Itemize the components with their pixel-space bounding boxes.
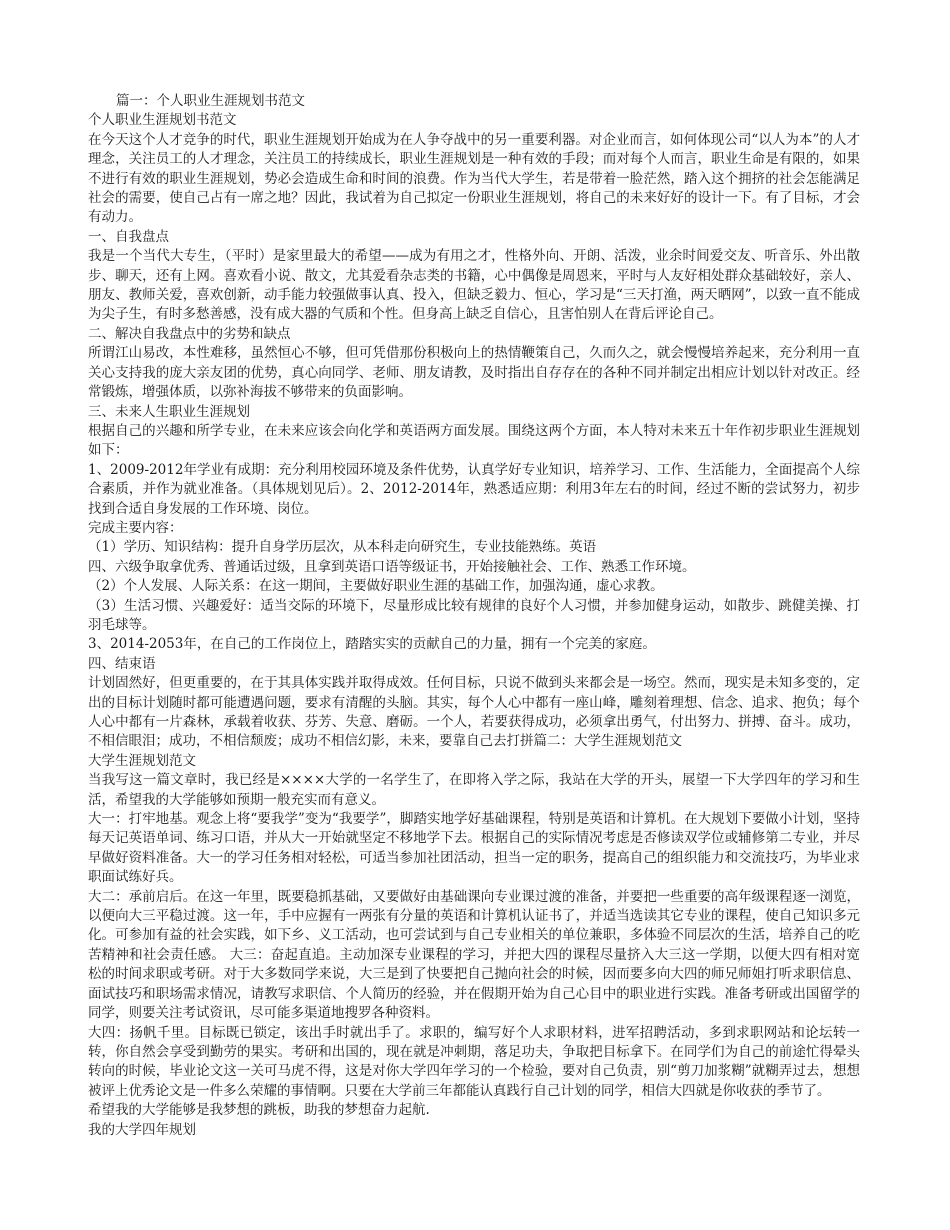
paragraph-year-2-3: 大二：承前启后。在这一年里，既要稳抓基础，又要做好由基础课向专业课过渡的准备，并要把一些重要的高年级课程逐一浏览，以便向大三平稳过渡。这一年，手中应握有一两张有分量的英语和计算机认证书了，并适当选读其它专业的课程，使自己知识多元化。可参加有益的社会实践，如下乡、义工活动，也可尝试到与自己专业相关的单位兼职，多体验不同层次的生活，培养自己的吃苦精神和社会责任感。 大三：奋起直追。主动加深专业课程的学习，并把大四的课程尽量挤入大三这一学期，以便大四有相对宽松的时间求职或考研。对于大多数同学来说，大三是到了快要把自己抛向社会的时候，因而要多向大四的师兄师姐打听求职信息、面试技巧和职场需求情况，请教写求职信、个人简历的经验，并在假期开始为自己心目中的职业进行实践。准备考研或出国留学的同学，则要关注考试资讯，尽可能多渠道地搜罗各种资料。 — [88, 888, 860, 1022]
heading-future-plan: 三、未来人生职业生涯规划 — [88, 403, 250, 420]
paragraph-intro-2: 当我写这一篇文章时，我已经是××××大学的一名学生了，在即将入学之际，我站在大学的开头，展望一下大学四年的学习和生活，希望我的大学能够如预期一般充实而有意义。 — [88, 772, 860, 808]
list-item-3: （3）生活习惯、兴趣爱好：适当交际的环境下，尽量形成比较有规律的良好个人习惯，并参加健身运动，如散步、跳健美操、打羽毛球等。 — [88, 597, 860, 633]
list-item-1: （1）学历、知识结构：提升自身学历层次，从本科走向研究生，专业技能熟练。英语 — [88, 539, 597, 556]
document-title: 篇一：个人职业生涯规划书范文 — [116, 93, 305, 109]
heading-conclusion: 四、结束语 — [88, 655, 156, 672]
document-body — [88, 92, 860, 1140]
section-title-2: 大学生涯规划范文 — [88, 752, 196, 769]
heading-weaknesses: 二、解决自我盘点中的劣势和缺点 — [88, 325, 291, 342]
paragraph-plan-periods: 1、2009-2012年学业有成期：充分利用校园环境及条件优势，认真学好专业知识，培养学习、工作、生活能力，全面提高个人综合素质，并作为就业准备。（具体规划见后）。2、2012-2014年，熟悉适应期：利用3年左右的时间，经过不断的尝试努力，初步找到合适自身发展的工作环境、岗位。 — [88, 461, 860, 517]
list-item-1-cont: 四、六级争取拿优秀、普通话过级，且拿到英语口语等级证书，开始接触社会、工作、熟悉工作环境。 — [88, 558, 696, 575]
heading-self-inventory: 一、自我盘点 — [88, 228, 169, 245]
paragraph-intro: 在今天这个人才竞争的时代，职业生涯规划开始成为在人争夺战中的另一重要利器。对企业而言，如何体现公司“以人为本”的人才理念，关注员工的人才理念，关注员工的持续成长，职业生涯规划是一种有效的手段；而对每个人而言，职业生命是有限的，如果不进行有效的职业生涯规划，势必会造成生命和时间的浪费。作为当代大学生，若是带着一脸茫然，踏入这个拥挤的社会怎能满足社会的需要，使自己占有一席之地？因此，我试着为自己拟定一份职业生涯规划，将自己的未来好好的设计一下。有了目标，才会有动力。 — [88, 131, 860, 226]
paragraph-future-plan: 根据自己的兴趣和所学专业，在未来应该会向化学和英语两方面发展。围绕这两个方面，本人特对未来五十年作初步职业生涯规划如下： — [88, 422, 860, 459]
paragraph-period-3: 3、2014-2053年，在自己的工作岗位上，踏踏实实的贡献自己的力量，拥有一个完美的家庭。 — [88, 636, 656, 653]
paragraph-year-1: 大一：打牢地基。观念上将“要我学”变为“我要学”，脚踏实地学好基础课程，特别是英语和计算机。在大规划下要做小计划，坚持每天记英语单词、练习口语，并从大一开始就坚定不移地学下去。根据自己的实际情况考虑是否修读双学位或辅修第二专业，并尽早做好资料准备。大一的学习任务相对轻松，可适当参加社团活动，担当一定的职务，提高自己的组织能力和交流技巧，为毕业求职面试练好兵。 — [88, 811, 860, 886]
paragraph-year-4: 大四：扬帆千里。目标既已锁定，该出手时就出手了。求职的，编写好个人求职材料，进军招聘活动，多到求职网站和论坛转一转，你自然会享受到勤劳的果实。考研和出国的，现在就是冲刺期，落足功夫，争取把目标拿下。在同学们为自己的前途忙得晕头转向的时候，毕业论文这一关可马虎不得，这是对你大学四年学习的一个检验，要对自己负责，别“剪刀加浆糊”就糊弄过去，想想被评上优秀论文是一件多么荣耀的事情啊。只要在大学前三年都能认真践行自己计划的同学，相信大四就是你收获的季节了。 — [88, 1024, 860, 1099]
paragraph-main-content: 完成主要内容： — [88, 519, 183, 536]
paragraph-last-title: 我的大学四年规划 — [88, 1121, 196, 1138]
list-item-2: （2）个人发展、人际关系：在这一期间，主要做好职业生涯的基础工作，加强沟通，虚心求教。 — [88, 578, 664, 595]
paragraph-self-inventory: 我是一个当代大专生，（平时）是家里最大的希望——成为有用之才，性格外向、开朗、活泼，业余时间爱交友、听音乐、外出散步、聊天，还有上网。喜欢看小说、散文，尤其爱看杂志类的书籍，心中偶像是周恩来，平时与人友好相处群众基础较好，亲人、朋友、教师关爱，喜欢创新，动手能力较强做事认真、投入，但缺乏毅力、恒心，学习是“三天打渔，两天晒网”，以致一直不能成为尖子生，有时多愁善感，没有成大器的气质和个性。但身高上缺乏自信心，且害怕别人在背后评论自己。 — [88, 248, 860, 323]
paragraph-weaknesses: 所谓江山易改，本性难移，虽然恒心不够，但可凭借那份积极向上的热情鞭策自己，久而久之，就会慢慢培养起来，充分利用一直关心支持我的庞大亲友团的优势，真心向同学、老师、朋友请教，及时指出自存存在的各种不同并制定出相应计划以针对改正。经常锻炼，增强体质，以弥补海拔不够带来的负面影响。 — [88, 345, 860, 401]
section-title: 个人职业生涯规划书范文 — [88, 112, 237, 129]
paragraph-conclusion: 计划固然好，但更重要的，在于其具体实践并取得成效。任何目标，只说不做到头来都会是一场空。然而，现实是未知多变的，定出的目标计划随时都可能遭遇问题，要求有清醒的头脑。其实，每个人心中都有一座山峰，雕刻着理想、信念、追求、抱负；每个人心中都有一片森林，承载着收获、芬芳、失意、磨砺。一个人，若要获得成功，必须拿出勇气，付出努力、拼搏、奋斗。成功，不相信眼泪；成功，不相信颓废；成功不相信幻影，未来，要靠自己去打拼篇二：大学生涯规划范文 — [88, 675, 860, 750]
paragraph-hope: 希望我的大学能够是我梦想的跳板，助我的梦想奋力起航. — [88, 1102, 430, 1119]
